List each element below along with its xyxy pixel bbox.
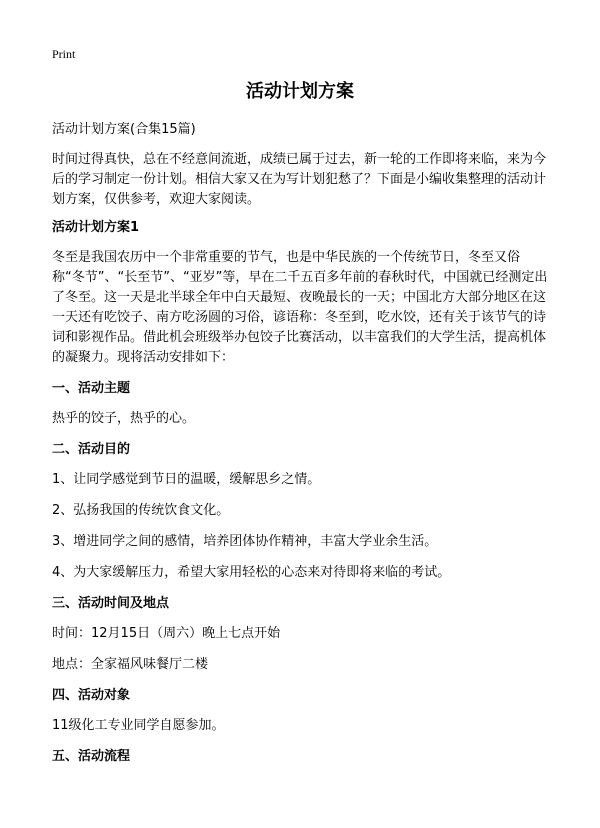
document-subtitle: 活动计划方案(合集15篇)	[52, 122, 196, 137]
intro-paragraph: 时间过得真快，总在不经意间流逝，成绩已属于过去，新一轮的工作即将来临，来为今后的学习制定一份计划。相信大家又在为写计划犯愁了？下面是小编收集整理的活动计划方案，仅供参考，欢迎大家阅读。	[52, 152, 547, 207]
purpose-item: 3、增进同学之间的感情，培养团体协作精神，丰富大学业余生活。	[52, 534, 438, 549]
print-link[interactable]: Print	[52, 47, 76, 61]
time-place-heading: 三、活动时间及地点	[52, 596, 170, 611]
purpose-heading: 二、活动目的	[52, 442, 131, 457]
purpose-item: 4、为大家缓解压力，希望大家用轻松的心态来对待即将来临的考试。	[52, 565, 451, 580]
theme-text: 热乎的饺子，热乎的心。	[52, 411, 196, 426]
plan1-heading: 活动计划方案1	[52, 220, 140, 235]
purpose-item: 2、弘扬我国的传统饮食文化。	[52, 503, 230, 518]
process-heading: 五、活动流程	[52, 749, 131, 764]
page-title: 活动计划方案	[246, 81, 354, 102]
target-heading: 四、活动对象	[52, 688, 131, 703]
target-text: 11级化工专业同学自愿参加。	[52, 718, 225, 733]
plan1-body: 冬至是我国农历中一个非常重要的节气，也是中华民族的一个传统节日，冬至又俗称“冬节”、“长至节”、“亚岁”等，早在二千五百多年前的春秋时代，中国就已经测定出了冬至。这一天是北半球全年中白天最短、夜晚最长的一天；中国北方大部分地区在这一天还有吃饺子、南方吃汤圆的习俗，谚语称：冬至到，吃水饺，还有关于该节气的诗词和影视作品。借此机会班级举办包饺子比赛活动，以丰富我们的大学生活，提高机体的凝聚力。现将活动安排如下：	[52, 250, 548, 365]
place-text: 地点：全家福风味餐厅二楼	[52, 657, 209, 672]
purpose-item: 1、让同学感觉到节日的温暖，缓解思乡之情。	[52, 472, 321, 487]
document-body	[52, 120, 552, 767]
theme-heading: 一、活动主题	[52, 381, 131, 396]
time-text: 时间：12月15日（周六）晚上七点开始	[52, 626, 281, 641]
